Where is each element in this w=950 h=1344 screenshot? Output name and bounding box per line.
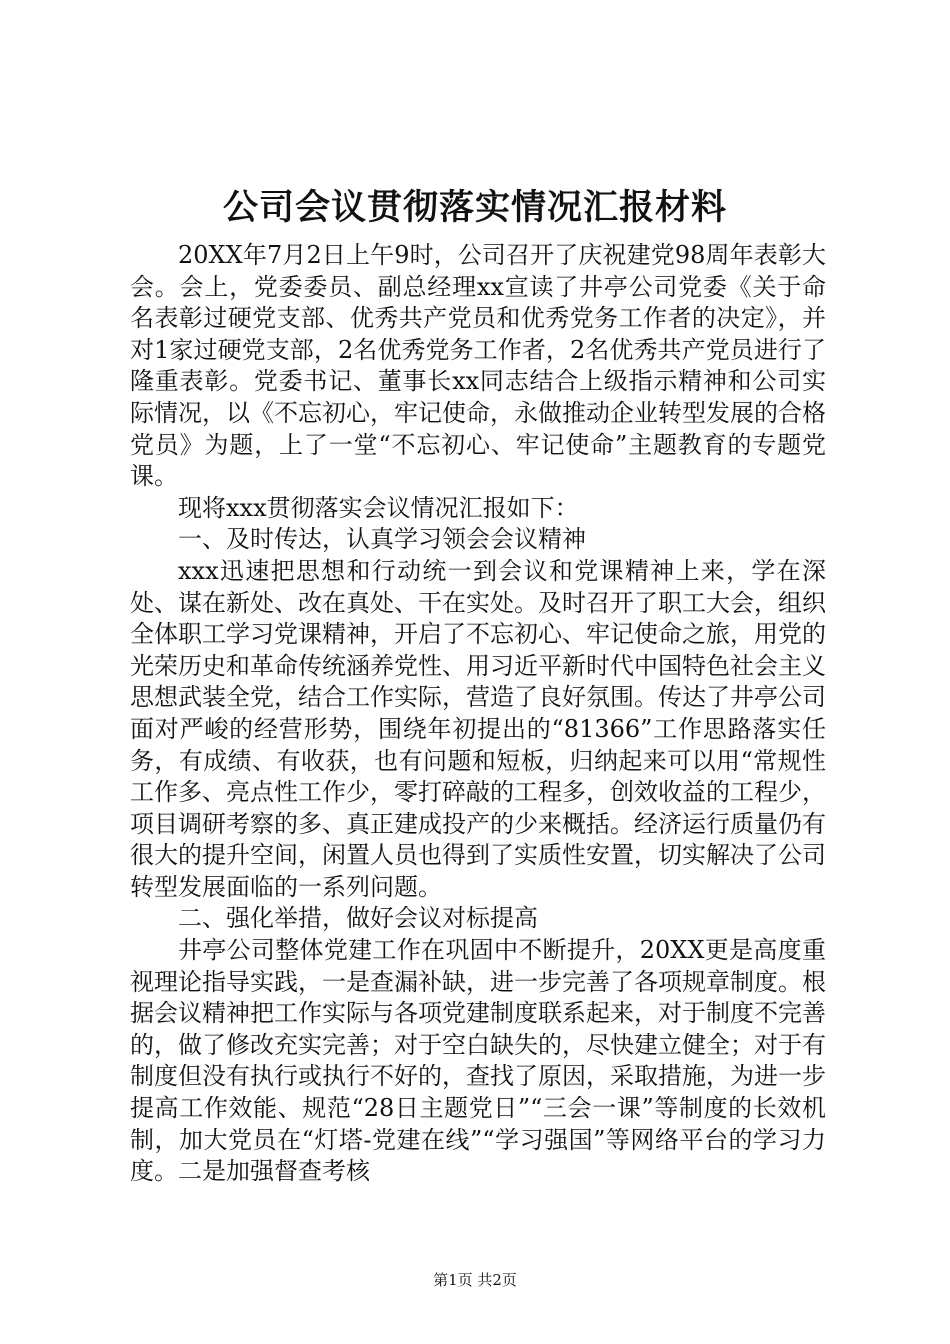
page-footer: 第1页 共2页 [433, 1271, 517, 1289]
section-heading-2: 二、强化举措，做好会议对标提高 [178, 904, 538, 933]
section-heading-1: 一、及时传达，认真学习领会会议精神 [178, 525, 586, 554]
document-title: 公司会议贯彻落实情况汇报材料 [222, 188, 727, 228]
paragraph-intro: 20XX年7月2日上午9时，公司召开了庆祝建党98周年表彰大会。会上，党委委员、副总经理xx宣读了井亭公司党委《关于命名表彰过硬党支部、优秀共产党员和优秀党务工作者的决定》，并对1家过硬党支部，2名优秀党务工作者，2名优秀共产党员进行了隆重表彰。党委书记、董事长xx同志结合上级指示精神和公司实际情况，以《不忘初心，牢记使命，永做推动企业转型发展的合格党员》为题，上了一堂“不忘初心、牢记使命”主题教育的专题党课。 [130, 241, 826, 491]
paragraph-section-2: 井亭公司整体党建工作在巩固中不断提升，20XX更是高度重视理论指导实践，一是查漏补缺，进一步完善了各项规章制度。根据会议精神把工作实际与各项党建制度联系起来，对于制度不完善的，做了修改充实完善；对于空白缺失的，尽快建立健全；对于有制度但没有执行或执行不好的，查找了原因，采取措施，为进一步提高工作效能、规范“28日主题党日”“三会一课”等制度的长效机制，加大党员在“灯塔-党建在线”“学习强国”等网络平台的学习力度。二是加强督查考核 [130, 936, 826, 1186]
paragraph-report-lead: 现将xxx贯彻落实会议情况汇报如下： [178, 493, 579, 522]
document-body [130, 240, 826, 1188]
paragraph-section-1: xxx迅速把思想和行动统一到会议和党课精神上来，学在深处、谋在新处、改在真处、干在实处。及时召开了职工大会，组织全体职工学习党课精神，开启了不忘初心、牢记使命之旅，用党的光荣历史和革命传统涵养党性、用习近平新时代中国特色社会主义思想武装全党，结合工作实际，营造了良好氛围。传达了井亭公司面对严峻的经营形势，围绕年初提出的“81366”工作思路落实任务，有成绩、有收获，也有问题和短板，归纳起来可以用“常规性工作多、亮点性工作少，零打碎敲的工程多，创效收益的工程少，项目调研考察的多、真正建成投产的少来概括。经济运行质量仍有很大的提升空间，闲置人员也得到了实质性安置，切实解决了公司转型发展面临的一系列问题。 [130, 556, 826, 901]
